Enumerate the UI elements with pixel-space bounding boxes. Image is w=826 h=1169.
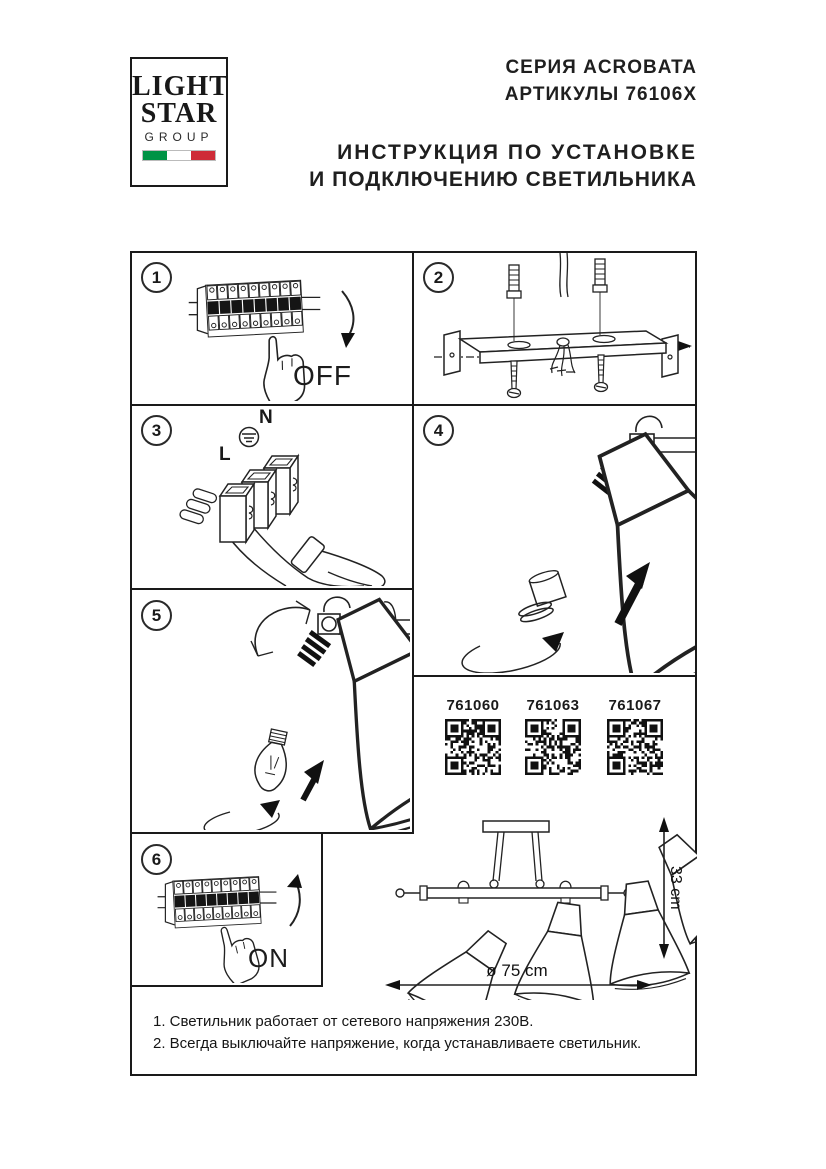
neutral-label: N [259,407,273,428]
notes-block [153,1011,641,1055]
lightstar-logo [130,57,228,187]
arrowhead-icon [304,760,324,784]
step-1-number: 1 [141,262,172,293]
instruction-title-line2: И ПОДКЛЮЧЕНИЮ СВЕТИЛЬНИКА [309,168,697,191]
note-line: 1. Светильник работает от сетевого напряжения 230В. [153,1013,534,1030]
arrow-up-icon [287,874,302,888]
wire-ends [179,486,218,527]
arrow-down-icon [341,333,355,348]
rotate-arrow [462,643,560,673]
step-5-number: 5 [141,600,172,631]
lamp-shade [403,914,529,1000]
bracket-mounting-drawing [414,253,695,401]
on-label: ON [248,943,289,973]
socket [528,568,566,606]
breaker-off-drawing [132,253,410,401]
arrowhead-icon [260,800,280,818]
diameter-dimension: ø 75 cm [486,961,548,980]
height-dimension: 33 cm [667,866,684,910]
logo-word-light: LIGHT [132,71,229,102]
candle-bulb-icon [251,727,294,793]
article-number: 761067 [608,697,662,714]
rotate-arrow [204,812,279,830]
step-3-number: 3 [141,415,172,446]
note-line: 2. Всегда выключайте напряжение, когда устанавливаете светильник. [153,1035,642,1052]
arrow-right-icon [678,341,692,351]
articles-title: АРТИКУЛЫ 76106X [504,84,697,105]
arrowhead-icon [542,632,564,652]
bulb-install-drawing [132,590,410,830]
qr-code [525,719,581,775]
ceiling-plate [483,821,549,832]
series-title: СЕРИЯ ACROBATA [505,57,697,78]
step-4-number: 4 [423,415,454,446]
flex-joint [295,630,331,668]
lamp-shade [282,590,410,830]
article-number: 761063 [526,697,580,714]
logo-word-group: GROUP [144,130,214,144]
wall-plug-icon [507,265,521,341]
shade-assembly-drawing [414,406,695,673]
qr-code [607,719,663,775]
terminal-block-drawing [132,406,410,586]
instruction-title-line1: ИНСТРУКЦИЯ ПО УСТАНОВКЕ [337,141,697,164]
article-number: 761060 [446,697,500,714]
step-2-number: 2 [423,262,454,293]
qr-code [445,719,501,775]
screw-icon [595,355,608,392]
logo-word-star: STAR [140,98,218,129]
italian-flag-icon [142,150,216,161]
breaker-on-drawing [132,834,319,983]
off-label: OFF [293,360,352,391]
fixture-bar [427,888,601,898]
screw-icon [508,361,521,398]
live-label: L [219,444,231,465]
wall-plug-icon [593,259,607,335]
step-6-number: 6 [141,844,172,875]
terminal-connector [220,456,298,542]
earth-symbol-icon [240,428,259,447]
